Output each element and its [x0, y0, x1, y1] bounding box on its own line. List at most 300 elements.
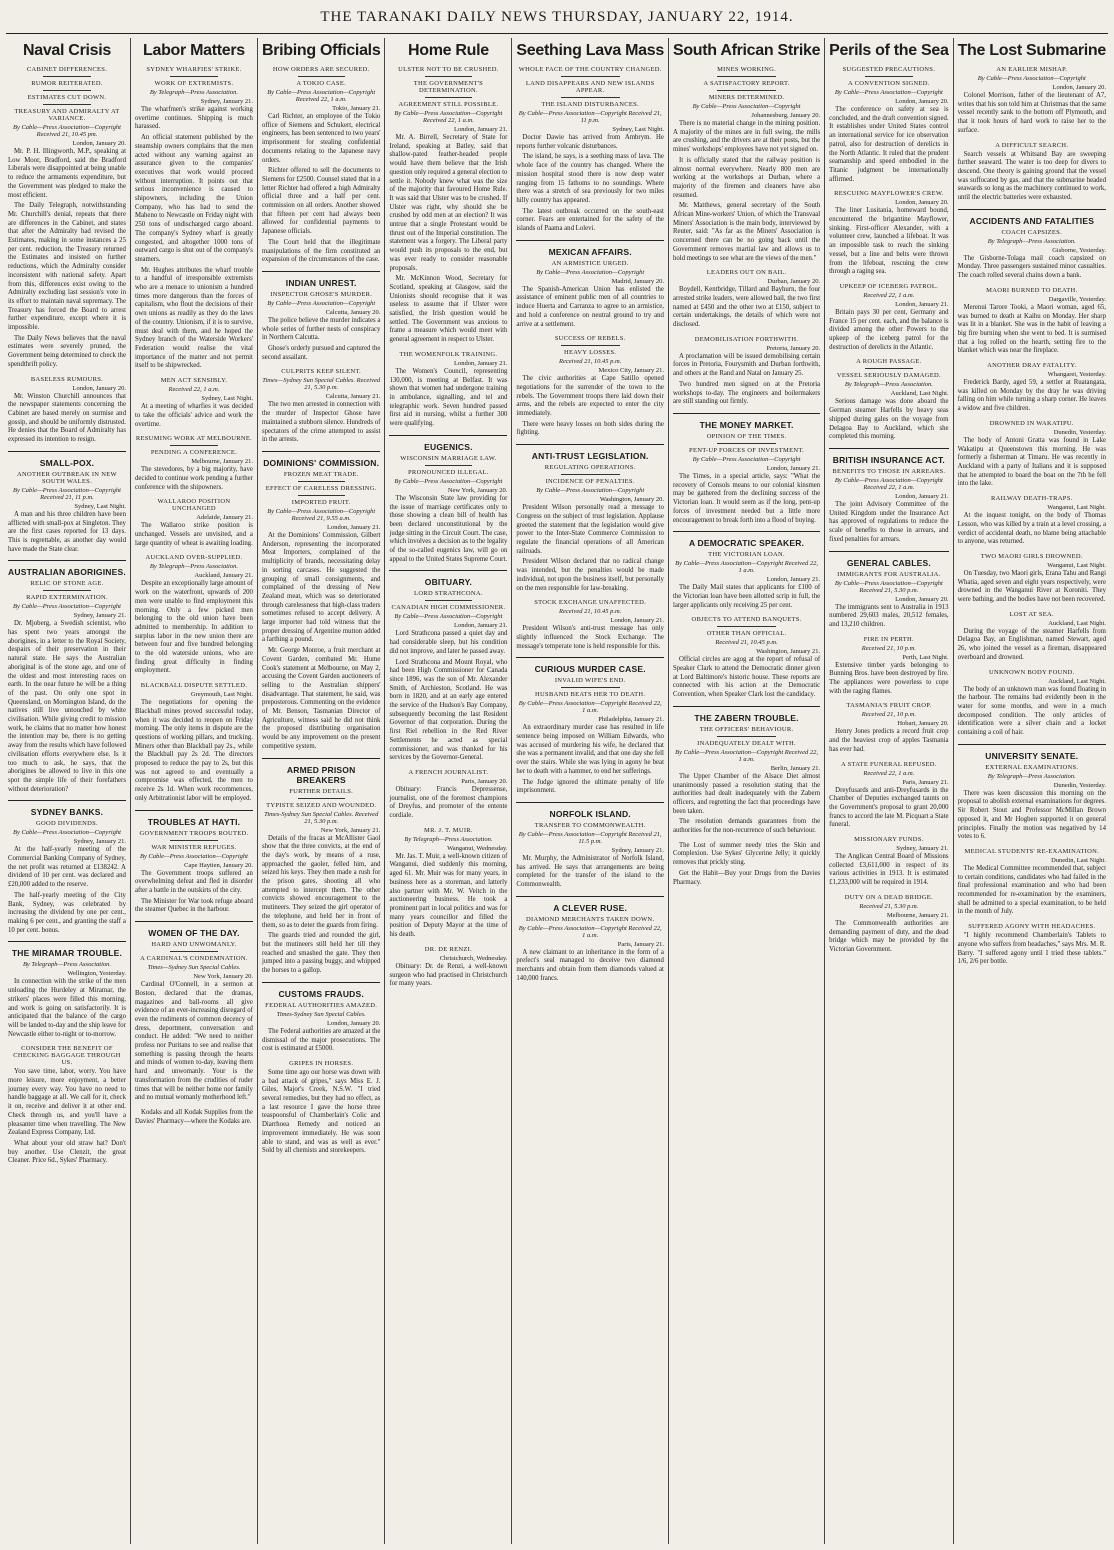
article-section — [673, 413, 820, 525]
byline: By Cable—Press Association—Copyright Received 21, 11.5 p.m. — [518, 830, 662, 845]
article-section — [958, 923, 1106, 967]
sub-heading: SUGGESTED PRECAUTIONS. — [842, 66, 936, 73]
paragraph: The Commonwealth authorities are demanding payment of duty, and the dead bridge which may be provided by the Victorian Government. — [829, 919, 949, 953]
byline: Received 21, 10.45 p.m. — [559, 608, 622, 616]
paragraph: The Minister for War took refuge aboard the steamer Quebec in the harbour. — [134, 897, 253, 914]
article-section — [389, 66, 507, 345]
news-column — [669, 38, 825, 1544]
byline: By Cable—Press Association—Copyright Received 21, 11 p.m. — [12, 486, 121, 501]
sub-heading: STOCK EXCHANGE UNAFFECTED. — [534, 599, 647, 607]
byline: By Telegraph—Press Association. — [987, 237, 1076, 245]
article-heading: WOMEN OF THE DAY. — [148, 928, 240, 939]
article-section — [135, 810, 253, 916]
sub-heading: FURTHER DETAILS. — [289, 787, 354, 795]
dateline: London, January 21. — [895, 492, 949, 500]
sub-heading: ESTIMATES CUT DOWN. — [27, 94, 107, 101]
article-section — [516, 66, 664, 234]
paragraph: An official statement published by the steamship owners complains that the men acted without any warning against an assurance given to the companies' executives that work would proceed without interruption. It points out that serious inconvenience is caused to shipowners, including the Union Company, who has had to send the Maheno to Newcastle on Friday night with 250 tons of undischarged cargo aboard. The company's Sydney wharf is greatly congested, and altogether 1000 tons of outward cargo is shut out of the company's steamers. — [134, 134, 253, 263]
column-heading: Naval Crisis — [22, 42, 111, 59]
sub-heading: ANOTHER DRAY FATALITY. — [987, 362, 1077, 370]
paragraph: The Wisconsin State law providing for the issue of marriage certificates only to those showing a clean bill of health has been declared unconstitutional by the judge sitting in the Circuit Court. The case, which involves a decision as to the legality of the so-called eugenics law, will go on appeal to the United States Supreme Court. — [389, 494, 508, 563]
sub-heading: BASELESS RUMOURS. — [30, 375, 104, 383]
sub-heading: UNKNOWN BODY FOUND. — [989, 668, 1075, 676]
dateline: Sydney, January 21. — [896, 845, 949, 853]
dateline: London, January 20. — [895, 199, 949, 207]
paragraph: The half-yearly meeting of the City Bank, Sydney, was celebrated by increasing the dividend by one per cent., making 6 per cent., and granting the staff a 10 per cent. bonus. — [8, 891, 126, 934]
article-section — [135, 66, 253, 371]
byline: By Cable—Press Association—Copyright — [977, 75, 1086, 82]
sub-heading: SUFFERED AGONY WITH HEADACHES. — [968, 923, 1096, 931]
paragraph: Mr. A. Birrell, Secretary of State for Ireland, speaking at Batley, said that shallow-pated feather-headed people would have them believe that the Irish question only required a general election to settle it. Nobody knew what was the size of the majority that favoured Home Rule. It was said that Ulster was to be crushed. If Ulster was right, why should she be crushed by odd men at an election? It was untrue that a single Protestant would be thrust out of the Imperial constitution. The statement was a forgery. The Liberal party would push its proposals to the end, but was ever ready to consider reasonable proposals. — [389, 134, 508, 272]
divider — [170, 445, 217, 446]
article-section — [958, 209, 1106, 281]
dateline: London, January 20. — [72, 140, 126, 147]
dateline: Gisborne, Yesterday. — [1052, 246, 1106, 254]
article-section — [958, 420, 1106, 489]
sub-heading: GOVERNMENT TROOPS ROUTED. — [139, 829, 249, 837]
sub-heading: THE ISLAND DISTURBANCES. — [541, 101, 640, 108]
sub-heading: INCIDENCE OF PENALTIES. — [545, 478, 635, 486]
article-section — [829, 551, 948, 630]
divider — [561, 474, 620, 475]
paragraph: The negotiations for opening the Blackball mines proved successful today, when it was decided to reopen on Friday morning. The only items in dispute are the questions of working pillars, and trucking. Miners other than Blackball pay 2s., while the Blackball pay 2s 2d. The directors proposed to reduce the pay to 2s, but this was not agreed to and eventually a compromise was effected, the men to receive 2s 1d. When work recommences, only Arbitrationist labor will be employed. — [134, 699, 253, 802]
sub-heading: A ROUGH PASSAGE. — [856, 358, 922, 366]
byline: By Cable—Press Association—Copyright Received 21, 9.55 a.m. — [267, 507, 376, 522]
paragraph: The Women's Council, representing 130,000, is meeting at Belfast. It was shown that women had undergone training in ambulance, signalling, and tel and telegraphic work. Seven hundred passed first aid in nursing, whilst a further 300 were qualifying. — [389, 367, 508, 428]
dateline: Greymouth, Last Night. — [190, 691, 253, 699]
dateline: Washington, January 20. — [599, 496, 664, 504]
dateline: London, January 20. — [1052, 84, 1106, 91]
section-rule — [673, 413, 820, 414]
paragraph: You save time, labor, worry. You have more leisure, more enjoyment, a better journey every way. You have no need to handle baggage at all. We call for it, check it on, receive and deliver it at other end. Check through us, and you'll have a pleasanter time when travelling. The New Zealand Express Company, Ltd. — [8, 1068, 126, 1137]
dateline: Calcutta, January 20. — [325, 308, 381, 316]
paragraph: A man and his three children have been afflicted with small-pox at Singleton. They are the first cases reported for 13 days. This is regrettable, as another day would have made the State clear. — [8, 510, 126, 553]
paragraph: Obituary: Francis Depressense, journalist, one of the foremost champions of Dreyfus, and promoter of the entente cordiale. — [389, 785, 508, 820]
article-heading: CUSTOMS FRAUDS. — [278, 988, 364, 999]
dateline: Melbourne, January 21. — [886, 911, 949, 919]
article-heading: THE ZABERN TROUBLE. — [694, 712, 799, 723]
sub-heading: AUCKLAND OVER-SUPPLIED. — [145, 554, 243, 562]
sub-heading: DIAMOND MERCHANTS TAKEN DOWN. — [526, 915, 655, 923]
article-section — [8, 941, 126, 1039]
paragraph: The Upper Chamber of the Alsace Diet almost unanimously passed a resolution stating that the authorities had dealt inadequately with the Zabern officers, and regretting the fact that proceedings have been taken. — [672, 772, 821, 815]
dateline: Tokio, January 21. — [332, 105, 381, 112]
article-section — [516, 802, 664, 890]
sub-heading: RUMOR REITERATED. — [31, 80, 103, 87]
byline: By Cable—Press Association—Copyright — [536, 487, 645, 495]
masthead — [0, 0, 1114, 34]
article-heading: MEXICAN AFFAIRS. — [548, 246, 632, 257]
dateline: Auckland, Last Night. — [890, 390, 949, 398]
article-section — [958, 611, 1106, 663]
section-rule — [135, 810, 253, 811]
divider — [865, 368, 913, 369]
sub-heading: RAPID EXTERMINATION. — [26, 594, 108, 602]
article-section — [262, 982, 380, 1054]
paragraph: The guards tried and rounded the girl, but the mutineers still held her till they reached and smashed the gate. They then jumped into a passing buggy, and whipped the horses to a gallop. — [261, 932, 381, 975]
paragraph: Official circles are agog at the report of refusal of Speaker Clark to attend the Democratic dinner given at Lord Baltimore's historic house. These reports are connected with his action at the Democratic Convention, when Speaker Clark lost the candidacy. — [672, 656, 821, 699]
article-section — [389, 351, 507, 429]
section-rule — [8, 800, 126, 801]
article-section — [958, 362, 1106, 414]
article-section — [262, 368, 380, 445]
sub-heading: DEMOBILISATION FORTHWITH. — [694, 335, 799, 343]
sub-heading: AGREEMENT STILL POSSIBLE. — [398, 101, 499, 108]
sub-heading: FEDERAL AUTHORITIES AMAZED. — [265, 1001, 378, 1009]
article-section — [516, 599, 664, 651]
article-section — [958, 744, 1106, 842]
sub-heading: MEDICAL STUDENTS' RE-EXAMINATION. — [964, 847, 1100, 855]
article-section — [135, 435, 253, 492]
dateline: Philadelphia, January 21. — [598, 716, 664, 724]
article-heading: THE MIRAMAR TROUBLE. — [11, 948, 123, 959]
article-section — [516, 240, 664, 330]
dateline: London, January 21. — [453, 359, 508, 367]
article-section — [673, 706, 820, 836]
section-rule — [516, 240, 664, 241]
paragraph: The resolution demands guarantees from the authorities for the non-recurrence of such behaviour. — [672, 818, 821, 835]
sub-heading: A CONVENTION SIGNED. — [848, 80, 930, 87]
sub-heading: RAILWAY DEATH-TRAPS. — [990, 495, 1073, 503]
section-rule — [135, 921, 253, 922]
section-rule — [829, 551, 948, 552]
sub-heading: THE OFFICERS' BEHAVIOUR. — [699, 725, 794, 733]
sub-heading: HARD AND UNWOMANLY. — [151, 941, 237, 949]
sub-heading: EXTERNAL EXAMINATIONS. — [985, 763, 1079, 771]
divider — [561, 97, 620, 98]
byline: Received 22, 1 a.m. — [168, 386, 220, 394]
divider — [425, 76, 472, 77]
paragraph: Extensive timber yards belonging to Bunning Bros. have been destroyed by fire. The appliances were powerless to cope with the raging flames. — [829, 661, 949, 695]
article-section — [389, 435, 507, 565]
byline: Received 21, 10 p.m. — [861, 644, 916, 652]
sub-heading: CANADIAN HIGH COMMISSIONER. — [391, 604, 506, 612]
byline: Received 22, 1 a.m. — [863, 769, 915, 777]
dateline: Sydney, January 21. — [73, 838, 126, 846]
divider — [298, 481, 345, 482]
article-section — [135, 682, 253, 803]
dateline: Whangarei, Yesterday. — [1047, 371, 1106, 379]
sub-heading: OPINION OF THE TIMES. — [706, 432, 787, 440]
byline: By Cable—Press Association—Copyright — [834, 89, 943, 96]
article-heading: CURIOUS MURDER CASE. — [534, 664, 646, 675]
sub-heading: ULSTER NOT TO BE CRUSHED. — [398, 66, 499, 73]
column-heading: Perils of the Sea — [829, 42, 949, 59]
paragraph: Doctor Dawie has arrived from Ambrym. He reports further volcanic disturbances. — [516, 134, 664, 150]
byline: By Cable—Press Association—Copyright Received 21, 11 p.m. — [518, 110, 662, 124]
byline: Received 21, 10.45 p.m. — [559, 358, 622, 366]
column-heading: Home Rule — [407, 42, 489, 59]
dateline: Sydney, Last Night. — [74, 502, 126, 510]
sub-heading: THE VICTORIAN LOAN. — [708, 551, 785, 559]
section-rule — [262, 758, 380, 759]
sub-heading: INSPECTOR GHOSE'S MURDER. — [270, 290, 373, 298]
section-rule — [516, 444, 664, 445]
article-heading: A DEMOCRATIC SPEAKER. — [688, 538, 805, 549]
dateline: Washington, January 21. — [756, 648, 821, 656]
article-section — [829, 283, 948, 353]
dateline: Paris, January 20. — [461, 777, 508, 785]
paragraph: It is officially stated that the railway position is almost normal everywhere. Nearly 800 men are working at the workshops at Durban, where a majority of the firemen and cleaners have also resumed. — [672, 156, 821, 199]
divider — [43, 590, 90, 591]
dateline: Calcutta, January 21. — [325, 393, 381, 401]
sub-heading: A TOKIO CASE. — [296, 80, 347, 87]
sub-heading: MR. J. T. MUIR. — [423, 826, 473, 834]
divider — [170, 76, 217, 77]
article-section — [8, 451, 126, 555]
paragraph: The conference on safety at sea is concluded, and the draft convention signed. It establishes under United States control an international service for ice observation patrol, also for destruction of derelicts in the North Atlantic. It ruled that the prudent seamanship and speed embodied in the Titanic judgment be internationally affirmed. — [829, 106, 949, 183]
paragraph: Mr. Winston Churchill announces that the newspaper statements concerning the Cabinet are based merely on surmise and gossip, and should be uniformly distrusted. He denies that the Board of Admiralty has expressed its intention to resign. — [8, 392, 126, 444]
paragraph: The Medical Committee recommended that, subject to certain conditions, candidates who had failed in the final professional examination and who had been recommended for re-examination by the examiners, shall be admitted to a special examination, to be held in the month of July. — [957, 864, 1106, 916]
article-section — [958, 287, 1106, 356]
sub-heading: PRONOUNCED ILLEGAL. — [408, 468, 489, 476]
paragraph: A proclamation will be issued demobilising certain forces in Pretoria, Fourysmith and Durban forthwith, and others at the Rand and Natal on January 25. — [672, 352, 821, 378]
paragraph: Colonel Morrison, father of the lieutenant of A7, writes that his son told him at Christmas that the same vessel recently sank to the bottom off Plymouth, and that it took hours of hard work to raise her to the surface. — [957, 92, 1106, 134]
sub-heading: HUSBAND BEATS HER TO DEATH. — [535, 691, 646, 699]
article-section — [389, 946, 507, 989]
sub-heading: A SATISFACTORY REPORT. — [703, 80, 790, 87]
paragraph: At a meeting of wharfies it was decided to take the officials' advice and work the overtime. — [134, 403, 253, 428]
news-column — [954, 38, 1110, 1544]
article-section — [516, 896, 664, 984]
article-section — [673, 616, 820, 700]
dateline: Berlin, January 21. — [770, 764, 821, 772]
article-section — [516, 657, 664, 796]
article-section — [8, 800, 126, 935]
paragraph: Mr. Hughes attributes the wharf trouble to a handful of irresponsible extremists who are a menace to unionism a hundred times more dangerous than the forces of capitalism, who flout the decisions of their own unions as readily as they do the laws of the country. Unionism, if it is to survive, must deal with them, and he hoped the Sydney branch of the Waterside Workers' Federation would realise the vital importance of the matter and not permit itself to be shipwrecked. — [134, 266, 253, 370]
sub-heading: A CARDINAL'S CONDEMNATION. — [140, 955, 248, 963]
byline: Received 22, 1 a.m. — [863, 291, 915, 299]
section-rule — [673, 706, 820, 707]
sub-heading: WHOLE FACE OF THE COUNTRY CHANGED. — [518, 66, 662, 73]
sub-heading: A FRENCH JOURNALIST. — [408, 768, 489, 776]
article-heading: TROUBLES AT HAYTI. — [147, 816, 241, 827]
byline: Received 21, 5.30 p.m. — [859, 902, 919, 910]
dateline: Wellington, Yesterday. — [67, 970, 126, 978]
paragraph: Despite an exceptionally large amount of work on the waterfront, upwards of 200 men were unable to find employment this morning. Only a few picked men belonging to the old union have been admitted to membership. In addition to surplus labor in the new union there are between four and five hundred belonging to the old waterside unions, who are finding great difficulty in finding employment. — [134, 580, 253, 675]
sub-heading: THE WOMENFOLK TRAINING. — [399, 350, 498, 358]
paragraph: The immigrants sent to Australia in 1913 numbered 29,603 males, 20,512 females, and 13,210 children. — [829, 603, 949, 628]
divider — [717, 90, 776, 91]
paragraph: Some time ago our horse was down with a bad attack of gripes," says Miss E. J. Giles, Major's Creek, N.S.W. "I tried several remedies, but they had no effect, as a last resource I gave the horse three teaspoonsful of Chamberlain's Colic and Diarrhoea Remedy and noticed an improvement immediately. He was soon able to stand, and was as well as ever." Sold by all chemists and storekeepers. — [261, 1068, 381, 1155]
article-section — [8, 560, 126, 794]
section-rule — [516, 802, 664, 803]
dateline: Dargaville, Yesterday. — [1048, 295, 1106, 303]
article-heading: ARMED PRISON BREAKERS — [286, 764, 356, 785]
dateline: Auckland, January 21. — [194, 572, 253, 580]
byline: By Cable—Press Association—Copyright — [12, 603, 121, 611]
byline: Received 21, 10 p.m. — [861, 711, 916, 719]
sub-heading: THE GOVERNMENT'S DETERMINATION. — [413, 80, 484, 94]
section-rule — [8, 560, 126, 561]
paragraph: Mr. Murphy, the Administrator of Norfolk Island, has arrived. He says that arrangements are being completed for the transfer of the island to the Commonwealth. — [516, 854, 664, 889]
news-column — [825, 38, 953, 1544]
divider — [43, 90, 90, 91]
paragraph: Serious damage was done aboard the German steamer Harfells by heavy seas shipped during gales on the voyage from Delagoa Bay to Auckland, which she completed this morning. — [829, 398, 949, 441]
dateline: Melbourne, January 21. — [191, 458, 253, 466]
article-section — [673, 531, 820, 610]
paragraph: Richter offered to sell the documents to Siemens for £2500. Counsel stated that in a letter Richter had offered a high Admiralty official three and a half per cent. commission on all orders. Another showed that fifteen per cent had always been allowed for confidential payments to Japanese officials. — [261, 167, 381, 236]
dateline: London, January 21. — [766, 576, 821, 584]
paragraph: The Daily Mail states that applicants for £100 of the Victorian loan have been allotted scrip in full, the larger applicants only receiving 25 per cent. — [672, 584, 821, 609]
article-heading: BRITISH INSURANCE ACT. — [832, 454, 945, 465]
paragraph: The body of Antoni Gratta was found in Lake Wakatipu at Queenstown this morning. He was formerly a fisherman at Timaru. He was recently in Auckland with a party of Italians and it is supposed that he attempted to board the boat on the 7th he fell into the lake. — [957, 436, 1106, 488]
dateline: Sydney, Last Night. — [201, 395, 253, 403]
sub-heading: WISCONSIN MARRIAGE LAW. — [400, 454, 497, 462]
dateline: New York, January 20. — [447, 486, 508, 494]
dateline: London, January 21. — [453, 126, 508, 133]
sub-heading: TYPISTE SEIZED AND WOUNDED. — [266, 801, 377, 809]
article-heading: UNIVERSITY SENATE. — [985, 750, 1079, 761]
article-section — [389, 570, 507, 763]
section-rule — [262, 451, 380, 452]
article-section — [958, 553, 1106, 605]
paragraph: Henry Jones predicts a record fruit crop and the heaviest crop of apples Tasmania has ever had. — [829, 728, 949, 753]
section-rule — [673, 531, 820, 532]
sub-heading: EFFECT OF CARELESS DRESSING. — [265, 484, 377, 492]
paragraph: President Wilson's anti-trust message has only slightly influenced the Stock Exchange. The message's temperate tone is held responsible for this. — [516, 625, 664, 650]
byline: By Cable—Press Association—Copyright — [394, 477, 503, 485]
sub-heading: LAND DISAPPEARS AND NEW ISLANDS APPEAR. — [525, 80, 655, 94]
paragraph: Mr. P. H. Illingworth, M.P., speaking at Low Moor, Bradford, said the Bradford Liberals were disappointed at being unable to reduce the armaments expenditure, but the Government was pledged to make the most efficient. — [8, 148, 126, 199]
byline: By Cable—Press Association—Copyright — [536, 268, 645, 276]
article-section — [516, 444, 664, 593]
sub-heading: DUTY ON A DEAD BRIDGE. — [844, 893, 933, 901]
paragraph: The police believe the murder indicates a whole series of further nests of conspiracy in Northern Calcutta. — [261, 316, 381, 342]
sub-heading: FIRE IN PERTH. — [863, 635, 914, 643]
dateline: Auckland, Last Night. — [1048, 619, 1106, 627]
article-section — [958, 848, 1106, 917]
dateline: Dunedin, Last Night. — [1051, 856, 1106, 864]
article-section — [673, 269, 820, 330]
sub-heading: BENEFITS TO THOSE IN ARREARS. — [832, 467, 946, 475]
sub-heading: OTHER THAN OFFICIAL. — [706, 630, 787, 638]
paragraph: Obituary: Dr. de Renzi, a well-known surgeon who had practised in Christchurch for many years. — [389, 962, 508, 988]
paragraph: Mr. George Monroe, a fruit merchant at Covent Garden, combated Mr. Hume Cook's statement at Melbourne, on May 2, accusing the Covent Garden auctioneers of selling to the Australian shippers' disadvantage. That statement, he said, was preposterous. Commenting on the evidence of Mr. Benson, Tasmanian Director of Agriculture, witness said he did not think the proposed distributing organisation would be any improvement on the present competitive system. — [261, 647, 381, 750]
dateline: Pretoria, January 20. — [766, 344, 821, 352]
section-rule — [8, 941, 126, 942]
paragraph: "I highly recommend Chamberlain's Tablets to anyone who suffers from headaches," says Mrs. M. R. Barry. "I suffered agony until I tried these tablets." 1/6, 2/6 per bottle. — [957, 932, 1106, 966]
article-section — [516, 335, 664, 438]
divider — [425, 600, 472, 601]
dateline: Sydney, Last Night. — [612, 126, 664, 133]
dateline: Madrid, January 20. — [611, 277, 664, 285]
paragraph: Lord Strathcona passed a quiet day and had considerable sleep, but his condition did not improve, and later he passed away. — [389, 630, 508, 655]
dateline: Paris, January 21. — [902, 778, 949, 786]
paragraph: The Anglican Central Board of Missions collected £3,611,000 in respect of its various activities in 1913. It is estimated £1,233,000 will be required in 1914. — [829, 853, 949, 887]
sub-heading: REGULATING OPERATIONS. — [544, 464, 636, 472]
article-section — [262, 66, 380, 265]
divider — [865, 76, 913, 77]
news-column — [385, 38, 512, 1544]
divider — [425, 97, 472, 98]
paragraph: Britain pays 30 per cent, Germany and France 15 per cent. each, and the balance is divided among the other Powers to the upkeep of the iceberg patrol for the destruction of derelicts in the Atlantic. — [829, 308, 949, 351]
divider — [43, 104, 90, 105]
byline: By Telegraph—Press Association. — [149, 89, 238, 96]
article-section — [958, 66, 1106, 136]
paragraph: Mr. Jas. T. Muir, a well-known citizen of Wanganui, died suddenly this morning, aged 61. Mr. Muir was for many years, in business here as a storeman, and latterly also partner with Mr. W. Veitch in the auctioneering business. He took a prominent part in local politics and was for many years councillor and filled the position of Deputy Mayor at the time of his death. — [389, 852, 508, 939]
article-section — [135, 554, 253, 676]
byline: By Cable—Press Association—Copyright Received 22, 1 a.m. — [834, 476, 943, 491]
article-section — [135, 1109, 253, 1126]
dateline: Mexico City, January 21. — [598, 367, 664, 375]
masthead-title: THE TARANAKI DAILY NEWS THURSDAY, JANUARY 22, 1914. — [320, 9, 794, 25]
section-rule — [389, 435, 507, 436]
article-section — [8, 376, 126, 445]
sub-heading: MAORI BURNED TO DEATH. — [986, 286, 1078, 294]
paragraph: The Gisborne-Tolaga mail coach capsized on Monday. Three passengers sustained minor casualties. The coach rolled several chains down a bank. — [957, 254, 1106, 280]
article-section — [829, 66, 948, 184]
sub-heading: RESCUING MAYFLOWER'S CREW. — [834, 190, 944, 198]
section-rule — [389, 570, 507, 571]
divider — [717, 626, 776, 627]
paragraph: The Court held that the illegitimate manipulations of the firm constituted an expansion of the circumstances of the case. — [261, 238, 381, 264]
sub-heading: VESSEL SERIOUSLY DAMAGED. — [836, 372, 941, 380]
paragraph: Lord Strathcona and Mount Royal, who had been High Commissioner for Canada since 1896, was the son of Mr. Alexander Smith, of Archieston, Scotland. He was born in 1820, and at an early age entered the service of the Hudson's Bay Company, subsequently becoming the last Resident Governor of that corporation. During the first Riel rebellion in the Red River Settlements he acted as special commissioner, and was thanked for his services by the Governor-General. — [389, 658, 508, 762]
sub-heading: GRIPES IN HORSES. — [289, 1059, 354, 1067]
paragraph: The Judge ignored the ultimate penalty of life imprisonment. — [516, 778, 664, 795]
article-section — [8, 66, 126, 370]
paragraph: The Federal authorities are amazed at the dismissal of the major prosecutions. The cost is estimated at £5000. — [261, 1027, 381, 1053]
news-column — [258, 38, 385, 1544]
column-heading: Labor Matters — [143, 42, 245, 59]
article-section — [673, 842, 820, 888]
paragraph: Cardinal O'Connell, in a sermon at Boston, declared that the dramas, magazines and ball-rooms all give evidence of an ever-increasing disregard of even the rudiments of common decency of dress, deportment, conversation and conduct. He added: "We need to neither profess nor Puritans to see and realise that something is passing through the hearts and minds of women to-day, leaving them hard and unwomanly. Your is the transformation from the crudities of ruder times that will be neither home nor family and no mutual womanly motherhood left." — [134, 981, 253, 1102]
article-heading: ANTI-TRUST LEGISLATION. — [531, 451, 649, 462]
sub-heading: A DIFFICULT SEARCH. — [995, 141, 1069, 149]
dateline: Sydney, January 21. — [200, 98, 253, 105]
byline: By Telegraph—Press Association. — [149, 563, 238, 571]
byline: Times—Sydney Sun Special Cables. — [147, 964, 241, 972]
byline: By Cable—Press Association—Copyright — [394, 613, 503, 621]
paragraph: The Daily Telegraph, notwithstanding Mr. Churchill's denial, repeats that there are differences in the Cabinet, and states that after the Admiralty had revised the Estimates, making in some instances a 25 per cent. reduction, the Treasury returned the Estimates and insisted on further reductions, which the Admiralty consider inconsistent with national safety. Apart from this, differences exist owing to the Admiralty excluding last session's vote in its effort to maintain naval supremacy. The Treasury has forced the Board to arrest further expenditure, except where it is impossible. — [8, 202, 126, 332]
article-section — [829, 761, 948, 831]
paragraph: Mr. Matthews, general secretary of the South African Mine-workers' Union, of which the Transvaal Miners' Association is the main body, interviewed by Reuter, said: "As far as the Miners' Association is concerned there can be no going back until the Government removes martial law and allows us to hold meetings to see what are the views of the men." — [672, 202, 821, 262]
paragraph: At the Dominions' Commission, Gilbert Anderson, representing the incorporated Meat Importers, complained of the multiplicity of brands, necessitating delay in sorting carcases. He suggested the grouping of small consignments, and complained of the dressing of New Zealand meat, which was so deteriorated through carelessness that high-class traders sometimes refused to accept delivery. A large importer had told witness that the proper dressing of Argentine mutton added a farthing a pound. — [261, 531, 381, 644]
sub-heading: MEN ACT SENSIBLY. — [160, 377, 228, 385]
byline: By Telegraph—Press Association. — [844, 381, 933, 389]
sub-heading: TWO MAORI GIRLS DROWNED. — [980, 552, 1083, 560]
paragraph: The Times, in a special article, says: "What the recovery of Consols means to our colonial kinsmen may be gathered from the declining success of the Victorian loan. It would seem as if the long, pent-up forces of investment needed but a little more encouragement to break forth into a flood of buying. — [672, 472, 821, 524]
paragraph: The joint Advisory Committee of the United Kingdom under the Insurance Act has approved of regulations to reduce the scale of benefits to those in arrears, and fixed penalties for arrears. — [829, 500, 949, 543]
article-heading: DOMINIONS' COMMISSION. — [263, 457, 380, 468]
sub-heading: IMPORTED FRUIT. — [291, 498, 351, 506]
byline: Times-Sydney Sun Special Cables. — [276, 1010, 366, 1018]
byline: By Cable—Press Association—Copyright Received 21, 10.45 pm. — [12, 124, 121, 138]
divider — [561, 687, 620, 688]
divider — [561, 76, 620, 77]
news-column — [512, 38, 669, 1544]
dateline: Adelaide, January 21. — [196, 514, 253, 522]
sub-heading: INVALID WIFE'S END. — [554, 677, 626, 685]
dateline: London, January 21. — [895, 300, 949, 308]
paragraph: The Government troops suffered an overwhelming defeat and fled in disorder after a battle in the outskirts of the city. — [134, 869, 253, 894]
dateline: London, January 20. — [327, 1019, 381, 1027]
byline: By Cable—Press Association—Copyright Received 21, 5.30 p.m. — [834, 579, 943, 594]
article-heading: NORFOLK ISLAND. — [549, 808, 631, 819]
dateline: New York, January 21. — [320, 826, 381, 834]
divider — [298, 798, 345, 799]
dateline: Auckland, Last Night. — [1048, 677, 1106, 685]
article-heading: ACCIDENTS AND FATALITIES — [969, 215, 1095, 226]
paragraph: The Spanish-American Union has enlisted the assistance of eminent public men of all countries to induce Huerta and Carranza to agree to an armistice, and hold a conference on neutral ground to try and arrive at a settlement. — [516, 285, 664, 328]
divider — [170, 840, 217, 841]
paragraph: A new claimant to an inheritance in the form of a prefect's seal managed to deceive two diamond merchants and obtain from them diamonds valued at 140,000 francs. — [516, 948, 664, 982]
sub-heading: FROZEN MEAT TRADE. — [283, 470, 359, 478]
dateline: London, January 21. — [453, 622, 508, 630]
article-section — [389, 769, 507, 821]
byline: By Cable—Press Association—Copyright Received 22, 1 a.m. — [518, 700, 662, 715]
